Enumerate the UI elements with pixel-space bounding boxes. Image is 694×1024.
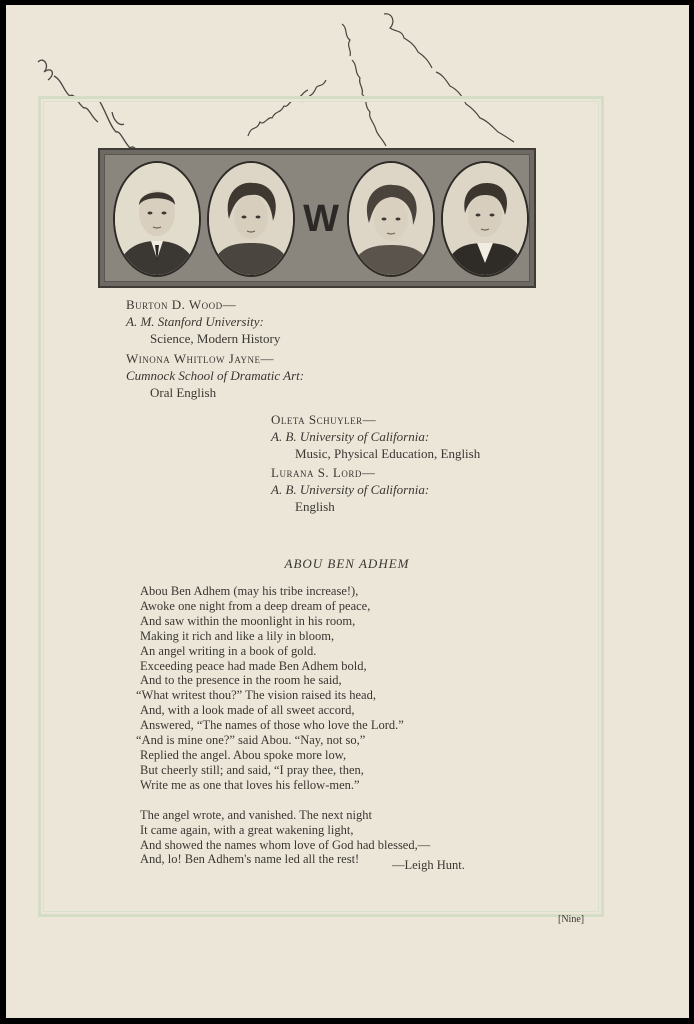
poem-line: Making it rich and like a lily in bloom, bbox=[140, 628, 335, 643]
poem-line: And, with a look made of all sweet accord, bbox=[140, 703, 355, 718]
faculty-subjects: Oral English bbox=[150, 385, 217, 400]
faculty-school: A. B. University of California: bbox=[271, 429, 430, 444]
faculty-school: A. M. Stanford University: bbox=[126, 314, 264, 329]
faculty-name: Lurana S. Lord— bbox=[271, 465, 376, 480]
portrait-band bbox=[98, 148, 536, 288]
faculty-school: A. B. University of California: bbox=[271, 482, 430, 497]
poem-line: Answered, “The names of those who love the Lord.” bbox=[140, 718, 404, 733]
faculty-name: Winona Whitlow Jayne— bbox=[126, 351, 275, 366]
poem-line: An angel writing in a book of gold. bbox=[140, 643, 317, 658]
poem-line: “What writest thou?” The vision raised its head, bbox=[136, 688, 376, 703]
faculty-entry-burton-wood bbox=[126, 296, 280, 347]
faculty-name: Burton D. Wood— bbox=[126, 297, 237, 312]
portrait-oleta-schuyler bbox=[347, 161, 435, 277]
portrait-lurana-lord bbox=[441, 161, 529, 277]
stanza-break bbox=[140, 793, 430, 808]
poem-line: Write me as one that loves his fellow-men.” bbox=[140, 777, 360, 792]
school-letter-emblem: W bbox=[303, 198, 339, 240]
poem-line: And, lo! Ben Adhem's name led all the rest! bbox=[140, 852, 360, 867]
faculty-entry-lurana-lord bbox=[271, 464, 429, 515]
portrait-band-inner bbox=[104, 154, 530, 282]
poem-body bbox=[136, 584, 431, 867]
poem-title: ABOU BEN ADHEM bbox=[284, 556, 410, 571]
poem-author: —Leigh Hunt. bbox=[392, 858, 465, 872]
faculty-subjects: English bbox=[295, 499, 335, 514]
poem-line: “And is mine one?” said Abou. “Nay, not so,” bbox=[136, 733, 366, 748]
poem-line: And showed the names whom love of God had blessed,— bbox=[140, 837, 431, 852]
poem-line: But cheerly still; and said, “I pray thee, then, bbox=[140, 762, 364, 777]
faculty-subjects: Music, Physical Education, English bbox=[295, 446, 481, 461]
faculty-school: Cumnock School of Dramatic Art: bbox=[126, 368, 305, 383]
poem-line: And to the presence in the room he said, bbox=[140, 673, 342, 688]
faculty-entry-oleta-schuyler bbox=[271, 411, 480, 462]
portrait-winona-jayne bbox=[207, 161, 295, 277]
portrait-burton-wood bbox=[113, 161, 201, 277]
poem-line: Exceeding peace had made Ben Adhem bold, bbox=[140, 658, 367, 673]
faculty-entry-winona-jayne bbox=[126, 350, 304, 401]
page-number: [Nine] bbox=[558, 914, 585, 925]
poem-line: Abou Ben Adhem (may his tribe increase!), bbox=[140, 584, 359, 598]
poem-line: And saw within the moonlight in his room, bbox=[140, 613, 356, 628]
poem-line: It came again, with a great wakening light, bbox=[140, 822, 354, 837]
faculty-name: Oleta Schuyler— bbox=[271, 412, 377, 427]
faculty-subjects: Science, Modern History bbox=[150, 331, 281, 346]
poem-line: Awoke one night from a deep dream of peace, bbox=[140, 598, 371, 613]
poem-line: Replied the angel. Abou spoke more low, bbox=[140, 747, 347, 762]
poem-line: The angel wrote, and vanished. The next night bbox=[140, 807, 372, 822]
